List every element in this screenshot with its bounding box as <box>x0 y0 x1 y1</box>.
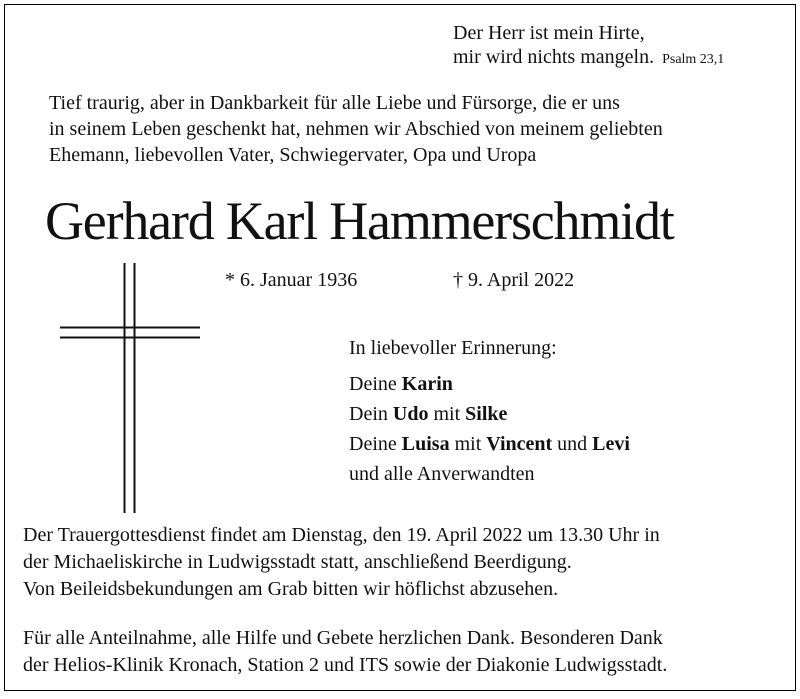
psalm-reference: Psalm 23,1 <box>662 52 725 67</box>
psalm-line-2 <box>453 45 724 72</box>
thanks-text <box>23 625 793 679</box>
intro-text <box>49 90 789 168</box>
deceased-name: Gerhard Karl Hammerschmidt <box>45 191 674 251</box>
obituary-notice <box>4 4 796 691</box>
signer-line-3 <box>349 429 630 459</box>
psalm-line-2-text: mir wird nichts mangeln. <box>453 46 655 68</box>
signer-prefix: Deine <box>349 433 402 455</box>
signer-line-4: und alle Anverwandten <box>349 463 535 485</box>
intro-line-3: Ehemann, liebevollen Vater, Schwiegervater, Opa und Uropa <box>49 144 537 166</box>
intro-line-2: in seinem Leben geschenkt hat, nehmen wir Abschied von meinem geliebten <box>49 118 663 140</box>
death-date: † 9. April 2022 <box>453 269 575 291</box>
signer-joiner: mit <box>449 433 487 455</box>
thanks-line-2: der Helios-Klinik Kronach, Station 2 und ITS sowie der Diakonie Ludwigsstadt. <box>23 654 668 676</box>
service-info <box>23 522 793 603</box>
intro-line-1: Tief traurig, aber in Dankbarkeit für alle Liebe und Fürsorge, die er uns <box>49 92 620 114</box>
signer-name: Levi <box>592 433 630 455</box>
signer-prefix: Dein <box>349 403 393 425</box>
signer-prefix: Deine <box>349 373 402 395</box>
signer-name: Silke <box>465 403 508 425</box>
signer-joiner: mit <box>428 403 466 425</box>
birth-date: * 6. Januar 1936 <box>225 269 358 291</box>
signer-name: Udo <box>392 403 429 425</box>
cross-icon <box>60 263 205 515</box>
psalm-quote <box>453 21 724 72</box>
thanks-line-1: Für alle Anteilnahme, alle Hilfe und Gebete herzlichen Dank. Besonderen Dank <box>23 627 663 649</box>
signer-name: Vincent <box>486 433 553 455</box>
signer-name: Karin <box>401 373 453 395</box>
service-line-3: Von Beileidsbekundungen am Grab bitten wir höflichst abzusehen. <box>23 578 559 600</box>
psalm-line-1: Der Herr ist mein Hirte, <box>453 22 645 44</box>
service-line-1: Der Trauergottesdienst findet am Dienstag, den 19. April 2022 um 13.30 Uhr in <box>23 524 660 546</box>
remembrance-lead: In liebevoller Erinnerung: <box>349 337 557 359</box>
service-line-2: der Michaeliskirche in Ludwigsstadt statt, anschließend Beerdigung. <box>23 551 572 573</box>
signer-line-2 <box>349 399 630 429</box>
signer-name: Luisa <box>401 433 450 455</box>
signer-line-1 <box>349 369 630 399</box>
signer-joiner: und <box>552 433 593 455</box>
remembrance-block <box>349 333 630 489</box>
